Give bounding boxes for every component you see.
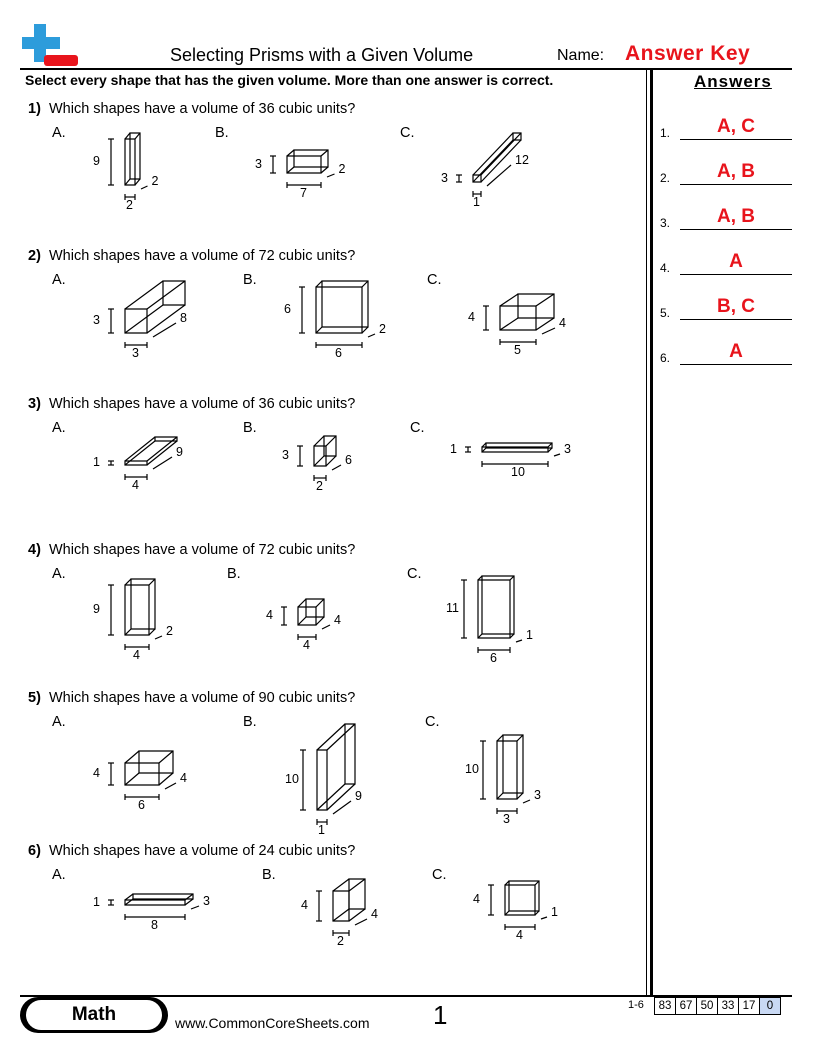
question-text: Which shapes have a volume of 90 cubic units?: [48, 690, 356, 706]
width-label: 8: [151, 918, 158, 932]
answers-heading: Answers: [694, 72, 772, 91]
height-label: 1: [450, 441, 457, 456]
depth-label: 8: [180, 311, 187, 325]
score-cell: 33: [717, 997, 739, 1015]
height-label: 9: [93, 602, 100, 616]
question-number: 5): [28, 690, 41, 706]
option-label[interactable]: A.: [52, 420, 66, 436]
depth-label: 3: [564, 442, 571, 456]
height-label: 11: [446, 601, 459, 615]
depth-label: 1: [551, 905, 558, 919]
answer-value: A: [729, 341, 743, 362]
site-url[interactable]: www.CommonCoreSheets.com: [175, 1015, 370, 1031]
question-number: 4): [28, 542, 41, 558]
height-label: 10: [285, 772, 299, 786]
option-label[interactable]: A.: [52, 272, 66, 288]
answer-number: 3.: [660, 216, 671, 230]
answer-number: 2.: [660, 171, 671, 185]
height-label: 4: [266, 608, 273, 622]
option-label[interactable]: B.: [243, 272, 257, 288]
width-label: 2: [316, 479, 323, 493]
depth-label: 4: [559, 316, 566, 330]
depth-label: 12: [515, 153, 529, 167]
width-label: 7: [300, 186, 307, 200]
question-number: 6): [28, 843, 41, 859]
width-label: 6: [138, 798, 145, 812]
score-cell: 0: [759, 997, 781, 1015]
instructions: Select every shape that has the given volume. More than one answer is correct.: [25, 72, 554, 88]
question-text: Which shapes have a volume of 36 cubic units?: [48, 396, 356, 412]
option-label[interactable]: B.: [243, 714, 257, 730]
depth-label: 9: [355, 789, 362, 803]
width-label: 3: [132, 346, 139, 360]
width-label: 1: [473, 195, 480, 209]
width-label: 4: [516, 928, 523, 942]
answer-value: B, C: [717, 296, 755, 317]
answer-value: A, B: [717, 206, 755, 227]
answer-key-label: Answer Key: [625, 42, 751, 65]
question-text: Which shapes have a volume of 24 cubic units?: [48, 843, 356, 859]
width-label: 2: [337, 934, 344, 948]
height-label: 3: [255, 156, 262, 171]
question-text: Which shapes have a volume of 72 cubic units?: [48, 542, 356, 558]
answer-value: A, B: [717, 161, 755, 182]
answer-value: A: [729, 251, 743, 272]
depth-label: 2: [379, 322, 386, 336]
option-label[interactable]: B.: [227, 566, 241, 582]
height-label: 3: [282, 448, 289, 462]
height-label: 6: [284, 302, 291, 316]
name-label: Name:: [557, 47, 605, 64]
width-label: 3: [503, 812, 510, 826]
option-label[interactable]: A.: [52, 867, 66, 883]
height-label: 3: [441, 170, 448, 185]
subject-label: Math: [26, 1000, 162, 1030]
option-label[interactable]: B.: [262, 867, 276, 883]
width-label: 5: [514, 343, 521, 357]
depth-label: 3: [534, 788, 541, 802]
height-label: 4: [93, 766, 100, 780]
width-label: 6: [335, 346, 342, 360]
height-label: 4: [473, 892, 480, 906]
depth-label: 2: [166, 624, 173, 638]
depth-label: 9: [176, 445, 183, 459]
score-cell: 17: [738, 997, 760, 1015]
height-label: 3: [93, 313, 100, 327]
option-label[interactable]: C.: [432, 867, 447, 883]
question-number: 3): [28, 396, 41, 412]
depth-label: 2: [338, 162, 346, 176]
question-number: 2): [28, 248, 41, 264]
height-label: 1: [93, 894, 100, 909]
option-label[interactable]: A.: [52, 714, 66, 730]
height-label: 9: [93, 154, 100, 168]
width-label: 6: [490, 651, 497, 665]
depth-label: 3: [203, 894, 210, 908]
score-cell: 67: [675, 997, 697, 1015]
option-label[interactable]: C.: [427, 272, 442, 288]
answer-number: 1.: [660, 126, 671, 140]
depth-label: 4: [334, 613, 341, 627]
option-label[interactable]: A.: [52, 125, 66, 141]
height-label: 10: [465, 762, 479, 776]
height-label: 1: [93, 455, 100, 469]
score-table: [655, 997, 781, 1015]
question-number: 1): [28, 101, 41, 117]
depth-label: 2: [151, 174, 159, 188]
width-label: 2: [126, 198, 133, 212]
option-label[interactable]: C.: [410, 420, 425, 436]
depth-label: 4: [371, 907, 378, 921]
question-text: Which shapes have a volume of 36 cubic units?: [48, 101, 356, 117]
page-number: 1: [433, 1000, 448, 1030]
option-label[interactable]: B.: [215, 125, 229, 141]
height-label: 4: [468, 310, 475, 324]
option-label[interactable]: A.: [52, 566, 66, 582]
answer-number: 4.: [660, 261, 671, 275]
score-range-label: 1-6: [628, 999, 644, 1011]
score-cell: 50: [696, 997, 718, 1015]
answer-number: 5.: [660, 306, 671, 320]
page-title: Selecting Prisms with a Given Volume: [170, 45, 474, 65]
option-label[interactable]: C.: [400, 125, 415, 141]
depth-label: 1: [526, 628, 533, 642]
option-label[interactable]: C.: [407, 566, 422, 582]
width-label: 4: [132, 478, 139, 492]
answer-number: 6.: [660, 351, 671, 365]
option-label[interactable]: C.: [425, 714, 440, 730]
width-label: 4: [303, 638, 310, 652]
height-label: 4: [301, 898, 308, 912]
answer-value: A, C: [717, 116, 755, 137]
depth-label: 4: [180, 771, 187, 785]
score-cell: 83: [654, 997, 676, 1015]
width-label: 1: [318, 823, 325, 837]
option-label[interactable]: B.: [243, 420, 257, 436]
question-text: Which shapes have a volume of 72 cubic units?: [48, 248, 356, 264]
width-label: 10: [511, 465, 525, 479]
depth-label: 6: [345, 453, 352, 467]
width-label: 4: [133, 648, 140, 662]
